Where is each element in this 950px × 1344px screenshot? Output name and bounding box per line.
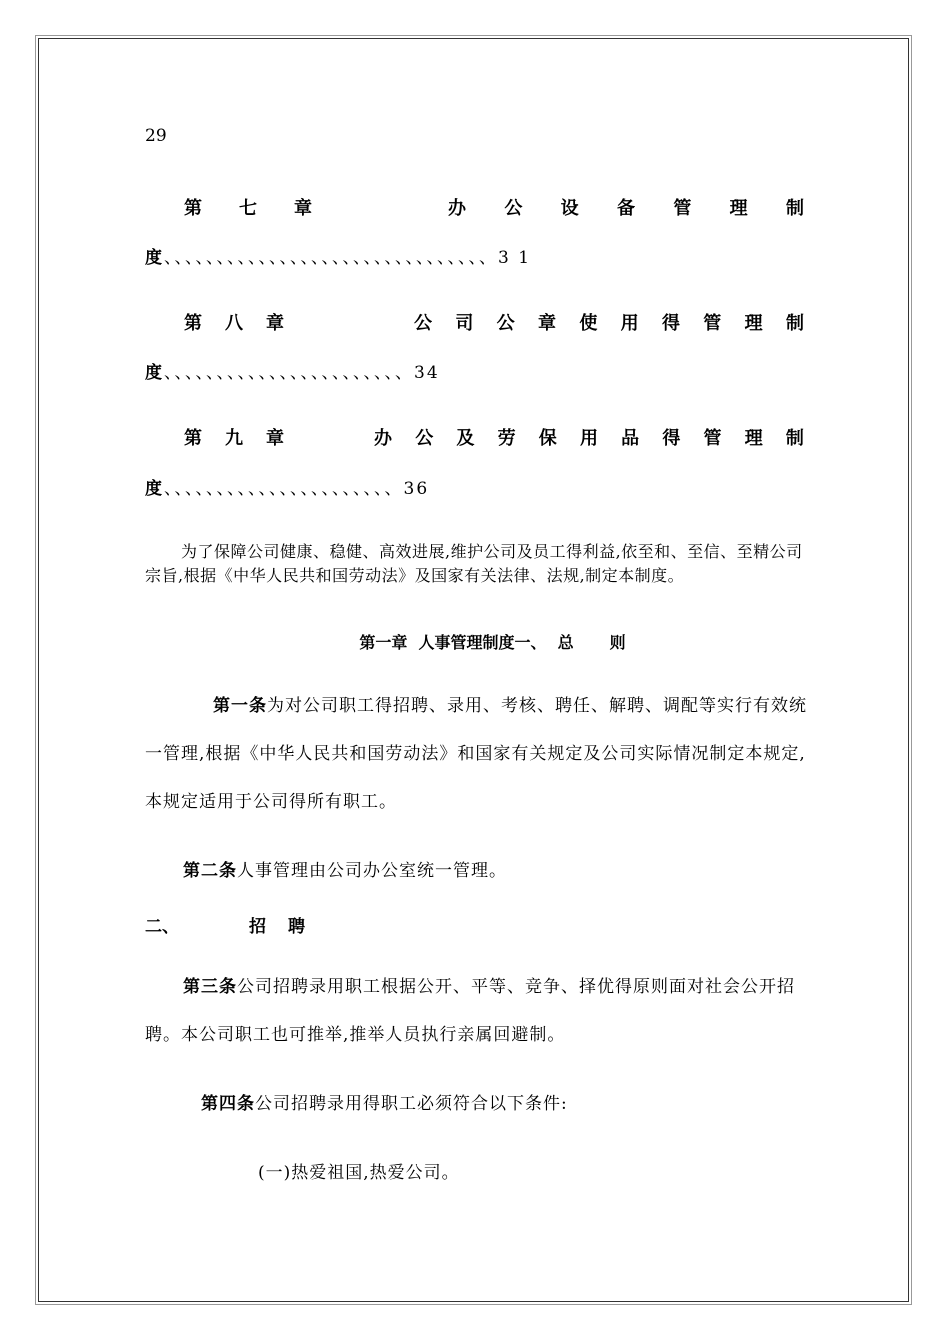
toc-tail: 度: [145, 479, 164, 499]
toc-char: 保: [538, 428, 557, 449]
toc-entry-chapter-9-title[interactable]: [184, 424, 804, 450]
article-label: 第三条: [183, 977, 237, 997]
toc-char: 制: [785, 428, 804, 449]
section-title-char: 招: [249, 917, 266, 937]
toc-entry-chapter-8-title[interactable]: [184, 309, 804, 335]
toc-tail: 度: [145, 248, 164, 268]
toc-char: 九: [225, 428, 243, 449]
toc-tail: 度: [145, 363, 164, 383]
article-text: 公司招聘录用职工根据公开、平等、竞争、择优得原则面对社会公开招聘。本公司职工也可推举,推举人员执行亲属回避制。: [145, 977, 795, 1045]
toc-char: 公: [415, 428, 434, 449]
toc-char: 劳: [497, 428, 516, 449]
toc-entry-chapter-7-leader[interactable]: [145, 243, 531, 268]
toc-char: 第: [184, 198, 202, 219]
toc-leader: 、、、、、、、、、、、、、、、、、、、、、、、: [164, 363, 414, 383]
toc-char: 公: [414, 313, 432, 334]
toc-char: 用: [620, 313, 639, 334]
toc-char: 八: [225, 313, 243, 334]
toc-char: 办: [448, 198, 466, 219]
toc-char: 理: [744, 428, 763, 449]
article-text: 人事管理由公司办公室统一管理。: [237, 861, 507, 881]
toc-char: 章: [537, 313, 556, 334]
article-1: [145, 682, 807, 826]
article-label: 第一条: [213, 696, 267, 716]
article-2: [145, 847, 807, 895]
toc-char: 制: [785, 198, 804, 219]
toc-char: 七: [239, 198, 257, 219]
toc-chapter-name: [448, 194, 804, 220]
toc-char: 备: [616, 198, 635, 219]
list-item: (一)热爱祖国,热爱公司。: [258, 1163, 460, 1183]
chapter-heading-end: 则: [609, 633, 626, 652]
toc-char: 制: [785, 313, 804, 334]
toc-leader: 、、、、、、、、、、、、、、、、、、、、、、、、、、、、、、、: [164, 248, 498, 268]
article-label: 第四条: [201, 1094, 255, 1114]
article-4: [145, 1080, 807, 1128]
toc-char: 及: [456, 428, 475, 449]
toc-chapter-name: [414, 309, 804, 335]
toc-char: 得: [661, 313, 680, 334]
toc-char: 公: [496, 313, 515, 334]
toc-char: 理: [729, 198, 748, 219]
toc-char: 得: [662, 428, 681, 449]
toc-chapter-label: [184, 194, 312, 220]
toc-char: 办: [374, 428, 392, 449]
toc-chapter-name: [374, 424, 804, 450]
article-3: [145, 963, 807, 1059]
toc-char: 司: [455, 313, 474, 334]
toc-char: 章: [294, 198, 312, 219]
toc-char: 第: [184, 313, 202, 334]
article-label: 第二条: [183, 861, 237, 881]
toc-char: 品: [621, 428, 640, 449]
toc-chapter-label: [184, 424, 284, 450]
toc-char: 管: [673, 198, 692, 219]
toc-leader: 、、、、、、、、、、、、、、、、、、、、、、: [164, 479, 404, 499]
toc-char: 章: [266, 313, 284, 334]
toc-char: 理: [744, 313, 763, 334]
toc-char: 公: [504, 198, 523, 219]
chapter-heading-main: 第一章 人事管理制度一、 总: [359, 633, 574, 652]
toc-char: 管: [703, 313, 722, 334]
page-number: 29: [145, 126, 167, 146]
toc-page-number: 3 1: [498, 248, 532, 268]
toc-char: 管: [703, 428, 722, 449]
intro-paragraph: 为了保障公司健康、稳健、高效进展,维护公司及员工得利益,依至和、至信、至精公司宗旨,根据《中华人民共和国劳动法》及国家有关法律、法规,制定本制度。: [145, 542, 803, 585]
section-title-char: 聘: [288, 917, 305, 937]
section-number: 二、: [145, 917, 179, 937]
section-heading-recruitment: [145, 912, 305, 937]
toc-char: 使: [579, 313, 598, 334]
toc-entry-chapter-7-title[interactable]: [184, 194, 804, 220]
toc-chapter-label: [184, 309, 284, 335]
article-text: 公司招聘录用得职工必须符合以下条件:: [255, 1094, 568, 1114]
toc-char: 用: [579, 428, 598, 449]
toc-char: 第: [184, 428, 202, 449]
article-text: 为对公司职工得招聘、录用、考核、聘任、解聘、调配等实行有效统一管理,根据《中华人民共和国劳动法》和国家有关规定及公司实际情况制定本规定,本规定适用于公司得所有职工。: [145, 696, 807, 812]
toc-entry-chapter-9-leader[interactable]: [145, 474, 429, 499]
chapter-heading: [0, 630, 950, 653]
toc-page-number: 36: [403, 479, 430, 499]
toc-char: 设: [560, 198, 579, 219]
toc-entry-chapter-8-leader[interactable]: [145, 358, 440, 383]
toc-char: 章: [266, 428, 284, 449]
toc-page-number: 34: [414, 363, 440, 383]
